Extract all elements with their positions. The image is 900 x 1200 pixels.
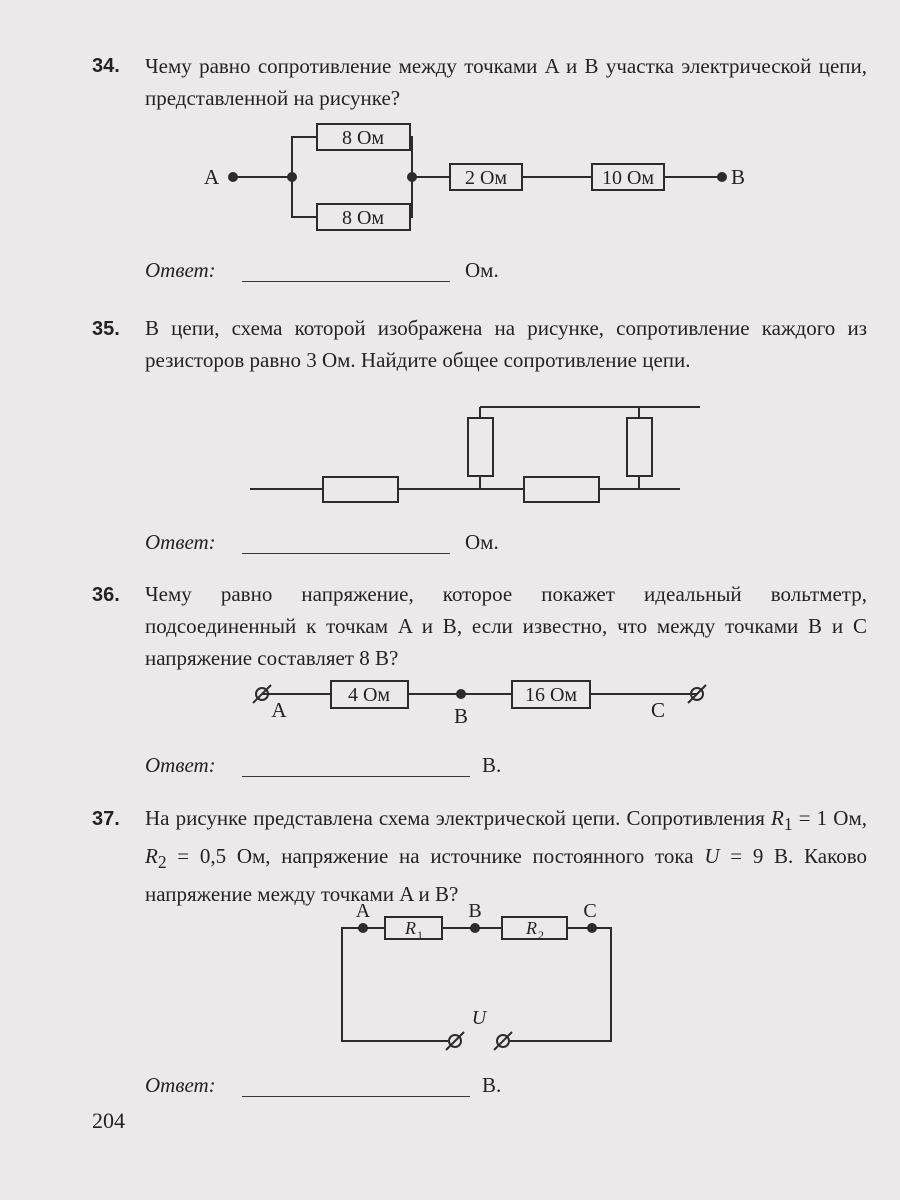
problem-37-number: 37. [92, 808, 120, 830]
answer-label: Ответ: [145, 1073, 216, 1097]
resistor-r2-subscript: 2 [538, 928, 544, 942]
problem-34-number: 34. [92, 55, 120, 77]
problem-34-text: Чему равно сопротивление между точками A и B участка электрической цепи, представленной на рисунке? [145, 54, 867, 110]
problem-37-answer [145, 1073, 502, 1098]
answer-unit: В. [482, 1073, 502, 1097]
problem-36-text: Чему равно напряжение, которое покажет идеальный вольтметр, подсоединенный к точкам A и B, если известно, что между точками B и C напряжение составляет 8 В? [145, 582, 867, 670]
point-a-label: A [204, 165, 220, 189]
problem-37-text: На рисунке представлена схема электрической цепи. Сопротивления $R_1 = 1$ Ом, $R_2 = 0,5$ Ом, напряжение на источнике постоянного тока U = 9 В. Каково напряжение между точками A и B? [145, 806, 867, 907]
source-voltage-label: U [471, 1007, 487, 1029]
resistor-8-ohm-bottom-label: 8 Ом [341, 207, 385, 229]
point-c-label: C [650, 698, 666, 722]
point-a-label: A [355, 900, 371, 922]
resistor-16-ohm-label: 16 Ом [524, 684, 578, 706]
resistor-2-ohm-label: 2 Ом [464, 167, 508, 189]
answer-label: Ответ: [145, 258, 216, 282]
problem-36-number: 36. [92, 584, 120, 606]
resistor-4-ohm-label: 4 Ом [347, 684, 391, 706]
page-number: 204 [92, 1108, 125, 1133]
resistor-r1-label: R [405, 918, 416, 938]
answer-unit: Ом. [465, 258, 499, 282]
point-a-label: A [271, 698, 287, 722]
point-b-label: B [468, 900, 482, 922]
answer-unit: В. [482, 753, 502, 777]
resistor-r1-subscript: 1 [417, 928, 423, 942]
problem-35-text: В цепи, схема которой изображена на рисунке, сопротивление каждого из резисторов равно 3 Ом. Найдите общее сопротивление цепи. [145, 316, 867, 372]
answer-unit: Ом. [465, 530, 499, 554]
answer-label: Ответ: [145, 530, 216, 554]
point-b-label: B [731, 165, 746, 189]
point-b-label: B [453, 704, 469, 728]
answer-field[interactable] [242, 1096, 470, 1097]
resistor-8-ohm-top-label: 8 Ом [341, 127, 385, 149]
resistor-r2-label: R [526, 918, 537, 938]
problem-35-number: 35. [92, 318, 120, 340]
resistor-10-ohm-label: 10 Ом [601, 167, 655, 189]
answer-label: Ответ: [145, 753, 216, 777]
point-c-label: C [583, 900, 597, 922]
